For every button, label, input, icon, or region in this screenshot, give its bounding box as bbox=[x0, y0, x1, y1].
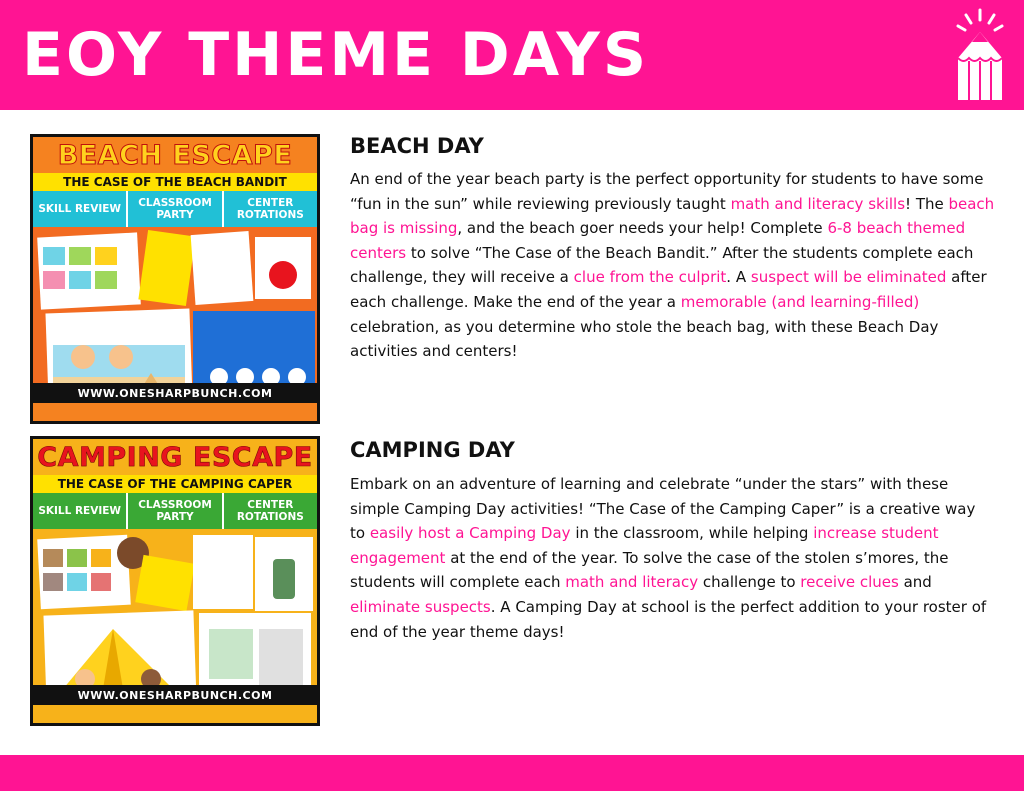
camping-escape-cover-image bbox=[30, 436, 320, 726]
highlighted-phrase: math and literacy skills bbox=[730, 194, 906, 213]
cover-band: SKILL REVIEW bbox=[33, 191, 128, 227]
body-text: at the end of the year. To solve the case of the stolen s’mores, the students will complete each bbox=[350, 548, 949, 592]
cover-band: CLASSROOM PARTY bbox=[128, 493, 223, 529]
cover-title: BEACH ESCAPE bbox=[33, 137, 317, 173]
footer-bar bbox=[0, 755, 1024, 791]
cover-url: WWW.ONESHARPBUNCH.COM bbox=[33, 383, 317, 403]
highlighted-phrase: memorable (and learning-filled) bbox=[680, 292, 920, 311]
body-text: to solve “The Case of the Beach Bandit.” After the students complete each challenge, they will receive a bbox=[350, 243, 974, 287]
beach-day-description bbox=[350, 167, 995, 364]
highlighted-phrase: suspect will be eliminated bbox=[750, 268, 947, 287]
camping-day-heading: CAMPING DAY bbox=[350, 438, 515, 462]
cover-band: CLASSROOM PARTY bbox=[128, 191, 223, 227]
beach-escape-cover-image bbox=[30, 134, 320, 424]
highlighted-phrase: clue from the culprit bbox=[573, 268, 727, 287]
highlighted-phrase: receive clues bbox=[800, 573, 899, 592]
body-text: An end of the year beach party is the perfect opportunity for students to have some “fun in the sun” while reviewing previously taught bbox=[350, 170, 984, 213]
highlighted-phrase: eliminate suspects bbox=[350, 597, 491, 616]
highlighted-phrase: increase student engagement bbox=[350, 524, 939, 567]
cover-subtitle: THE CASE OF THE BEACH BANDIT bbox=[33, 173, 317, 191]
body-text: in the classroom, while helping bbox=[570, 524, 814, 543]
pencil-icon bbox=[950, 6, 1010, 104]
body-text: challenge to bbox=[698, 573, 801, 592]
body-text: ! The bbox=[905, 194, 949, 213]
body-text: . A Camping Day at school is the perfect addition to your roster of end of the year theme days! bbox=[350, 597, 987, 641]
highlighted-phrase: 6-8 beach themed centers bbox=[350, 219, 966, 262]
beach-artwork-illustration bbox=[33, 227, 317, 403]
cover-title: CAMPING ESCAPE bbox=[33, 439, 317, 475]
beach-day-heading: BEACH DAY bbox=[350, 134, 484, 158]
body-text: celebration, as you determine who stole the beach bag, with these Beach Day activities and centers! bbox=[350, 317, 939, 361]
body-text: . A bbox=[726, 268, 751, 287]
cover-band: CENTER ROTATIONS bbox=[236, 197, 304, 221]
highlighted-phrase: math and literacy bbox=[565, 573, 699, 592]
body-text: after each challenge. Make the end of the year a bbox=[350, 268, 987, 311]
cover-band: SKILL REVIEW bbox=[33, 493, 128, 529]
body-text: , and the beach goer needs your help! Complete bbox=[457, 219, 828, 238]
page-title: EOY THEME DAYS bbox=[22, 20, 650, 90]
camping-day-description bbox=[350, 472, 995, 644]
cover-band: CENTER ROTATIONS bbox=[236, 499, 304, 523]
cover-subtitle: THE CASE OF THE CAMPING CAPER bbox=[33, 475, 317, 493]
cover-artwork bbox=[33, 227, 317, 403]
highlighted-phrase: beach bag is missing bbox=[350, 194, 995, 238]
body-text: and bbox=[898, 573, 932, 592]
highlighted-phrase: easily host a Camping Day bbox=[369, 524, 571, 543]
header-bar bbox=[0, 0, 1024, 110]
body-text: Embark on an adventure of learning and celebrate “under the stars” with these simple Camping Day activities! “The Case of the Camping Caper” is a creative way to bbox=[350, 475, 976, 543]
cover-artwork bbox=[33, 529, 317, 705]
cover-bands bbox=[33, 493, 317, 529]
cover-url: WWW.ONESHARPBUNCH.COM bbox=[33, 685, 317, 705]
cover-bands bbox=[33, 191, 317, 227]
camping-artwork-illustration bbox=[33, 529, 317, 705]
